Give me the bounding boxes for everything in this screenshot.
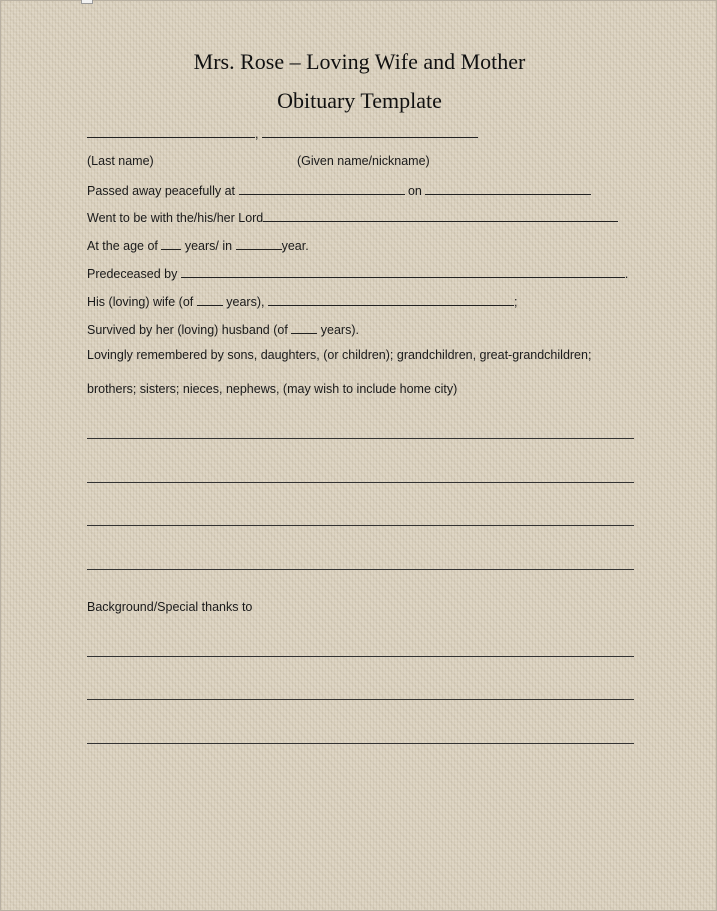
background-answer-line-2[interactable]: [87, 699, 634, 700]
survived-suffix: years).: [320, 323, 359, 337]
given-name-blank[interactable]: [262, 125, 478, 138]
age-year-blank[interactable]: [236, 237, 282, 250]
remembered-answer-line-2[interactable]: [87, 482, 634, 483]
went-to-be-with-row: [87, 209, 618, 225]
passed-away-date-blank[interactable]: [425, 182, 591, 195]
name-row: [87, 125, 478, 141]
passed-away-row: [87, 182, 591, 198]
document-subtitle: Obituary Template: [277, 88, 442, 113]
name-separator: ,: [255, 127, 259, 141]
passed-away-place-blank[interactable]: [239, 182, 405, 195]
age-row: [87, 237, 309, 253]
his-wife-end: ;: [513, 295, 518, 309]
predeceased-blank[interactable]: [181, 265, 625, 278]
passed-away-on: on: [407, 184, 422, 198]
given-name-label: (Given name/nickname): [297, 154, 430, 168]
survived-prefix: Survived by her (loving) husband (of: [87, 323, 288, 337]
remembered-answer-line-3[interactable]: [87, 525, 634, 526]
his-wife-name-blank[interactable]: [268, 293, 514, 306]
age-mid: years/ in: [184, 239, 233, 253]
remembered-answer-line-4[interactable]: [87, 569, 634, 570]
went-to-be-with-blank[interactable]: [263, 209, 618, 222]
age-prefix: At the age of: [87, 239, 158, 253]
background-label: Background/Special thanks to: [87, 600, 253, 614]
his-wife-prefix: His (loving) wife (of: [87, 295, 194, 309]
remembered-answer-line-1[interactable]: [87, 438, 634, 439]
survived-years-blank[interactable]: [291, 321, 317, 334]
remembered-line-2: brothers; sisters; nieces, nephews, (may wish to include home city): [87, 382, 458, 396]
document-title: Mrs. Rose – Loving Wife and Mother: [193, 49, 526, 74]
age-suffix: year.: [281, 239, 309, 253]
remembered-line-1: Lovingly remembered by sons, daughters, (or children); grandchildren, great-grandchildren;: [87, 348, 592, 362]
age-years-blank[interactable]: [161, 237, 181, 250]
passed-away-prefix: Passed away peacefully at: [87, 184, 236, 198]
background-answer-line-3[interactable]: [87, 743, 634, 744]
page-corner-marker: [81, 0, 93, 4]
his-wife-mid: years),: [226, 295, 265, 309]
went-to-be-with-text: Went to be with the/his/her Lord: [87, 211, 264, 225]
his-wife-years-blank[interactable]: [197, 293, 223, 306]
his-wife-row: [87, 293, 517, 309]
predeceased-text: Predeceased by: [87, 267, 178, 281]
predeceased-end: .: [624, 267, 629, 281]
last-name-label: (Last name): [87, 154, 154, 168]
background-answer-line-1[interactable]: [87, 656, 634, 657]
last-name-blank[interactable]: [87, 125, 255, 138]
predeceased-row: [87, 265, 628, 281]
survived-row: [87, 321, 359, 337]
